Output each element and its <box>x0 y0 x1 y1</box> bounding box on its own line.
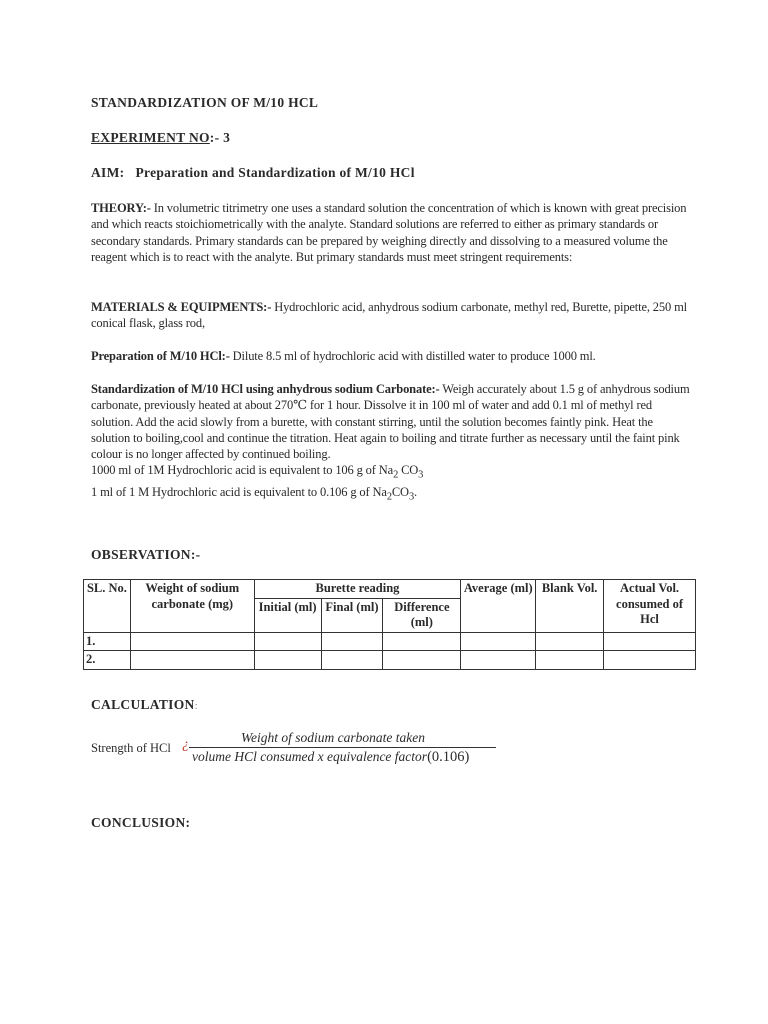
standardization-paragraph <box>91 381 691 506</box>
experiment-suffix: :- 3 <box>209 130 231 145</box>
eq1-sub1: 2 <box>393 469 399 481</box>
experiment-label: EXPERIMENT NO <box>91 130 210 145</box>
observation-heading: OBSERVATION:- <box>91 547 201 562</box>
experiment-number <box>91 130 691 146</box>
table-cell[interactable] <box>604 651 696 670</box>
strength-label: Strength of HCl <box>91 741 171 755</box>
header-average: Average (ml) <box>461 580 536 633</box>
strength-formula <box>91 730 511 770</box>
denominator-text: volume HCl consumed x equivalence factor <box>192 749 428 764</box>
standardization-text: Weigh accurately about 1.5 g of anhydrous sodium carbonate, previously heated at about 270℃ for 1 hour. Dissolve it in 100 ml of water and add 0.1 ml of methyl red solution. Add the acid slowly from a burette, with constant stirring, until the solution becomes faintly pink. Heat the solution to boiling,cool and continue the titration. Heat again to boiling and titrate further as necessary until the faint pink colour is no longer affected by continued boiling. <box>91 382 690 462</box>
eq2-sub2: 3 <box>408 491 415 503</box>
fraction-bar <box>189 747 496 748</box>
table-cell[interactable] <box>254 651 321 670</box>
eq2-end: . <box>414 485 417 500</box>
table-cell[interactable] <box>383 651 461 670</box>
table-row <box>84 632 696 651</box>
eq2-mid: CO <box>391 485 409 500</box>
header-weight: Weight of sodium carbonate (mg) <box>130 580 254 633</box>
table-cell[interactable] <box>604 632 696 651</box>
header-blank-vol: Blank Vol. <box>536 580 604 633</box>
equation-symbol: ¿ <box>182 737 189 752</box>
calculation-colon: : <box>194 700 198 712</box>
equivalence-line-1 <box>91 463 424 481</box>
row-number: 2. <box>84 651 131 670</box>
table-cell[interactable] <box>461 651 536 670</box>
standardization-label: Standardization of M/10 HCl using anhydrous sodium Carbonate:- <box>91 382 440 396</box>
table-header-row <box>84 580 696 599</box>
table-cell[interactable] <box>536 632 604 651</box>
theory-label: THEORY:- <box>91 201 151 215</box>
table-row <box>84 651 696 670</box>
document-title: STANDARDIZATION OF M/10 HCL <box>91 95 319 110</box>
calculation-heading <box>91 697 691 713</box>
eq2-text: 1 ml of 1 M Hydrochloric acid is equivalent to 0.106 g of Na <box>91 485 387 500</box>
header-sl-no: SL. No. <box>84 580 131 633</box>
table-cell[interactable] <box>130 632 254 651</box>
eq1-sub2: 3 <box>418 469 424 481</box>
header-actual-vol: Actual Vol. consumed of Hcl <box>604 580 696 633</box>
eq2-sub1: 2 <box>386 491 392 503</box>
formula-denominator <box>192 749 469 766</box>
table-cell[interactable] <box>383 632 461 651</box>
header-difference: Difference (ml) <box>383 598 461 632</box>
eq1-text: 1000 ml of 1M Hydrochloric acid is equivalent to 106 g of Na <box>91 463 394 478</box>
theory-paragraph <box>91 200 691 265</box>
table-cell[interactable] <box>321 632 383 651</box>
formula-numerator: Weight of sodium carbonate taken <box>241 730 425 745</box>
materials-text: Hydrochloric acid, anhydrous sodium carbonate, methyl red, Burette, pipette, 250 ml conical flask, glass rod, <box>91 300 687 331</box>
theory-text: In volumetric titrimetry one uses a standard solution the concentration of which is known with great precision and which reacts stoichiometrically with the analyte. Standard solutions are referred to either as primary standards or secondary standards. Primary standards can be prepared by weighing directly and dissolving to a measured volume the reagent which is to react with the analyte. But primary standards must meet stringent requirements: <box>91 201 687 264</box>
eq1-mid: CO <box>398 463 419 478</box>
table-cell[interactable] <box>321 651 383 670</box>
table-cell[interactable] <box>130 651 254 670</box>
materials-paragraph <box>91 299 691 332</box>
table-cell[interactable] <box>461 632 536 651</box>
header-initial: Initial (ml) <box>254 598 321 632</box>
aim-label: AIM: <box>91 165 125 180</box>
table-cell[interactable] <box>536 651 604 670</box>
conclusion-heading: CONCLUSION: <box>91 815 191 830</box>
row-number: 1. <box>84 632 131 651</box>
observation-table <box>83 579 696 670</box>
equivalence-line-2 <box>91 485 417 503</box>
preparation-paragraph <box>91 348 691 364</box>
aim-line <box>91 165 691 181</box>
denominator-factor: (0.106) <box>427 749 470 765</box>
table-cell[interactable] <box>254 632 321 651</box>
header-final: Final (ml) <box>321 598 383 632</box>
preparation-label: Preparation of M/10 HCl:- <box>91 349 230 363</box>
calculation-label: CALCULATION <box>91 697 195 712</box>
aim-text: Preparation and Standardization of M/10 HCl <box>135 165 415 180</box>
materials-label: MATERIALS & EQUIPMENTS:- <box>91 300 272 314</box>
header-burette-reading: Burette reading <box>254 580 461 599</box>
preparation-text: Dilute 8.5 ml of hydrochloric acid with distilled water to produce 1000 ml. <box>229 349 596 363</box>
